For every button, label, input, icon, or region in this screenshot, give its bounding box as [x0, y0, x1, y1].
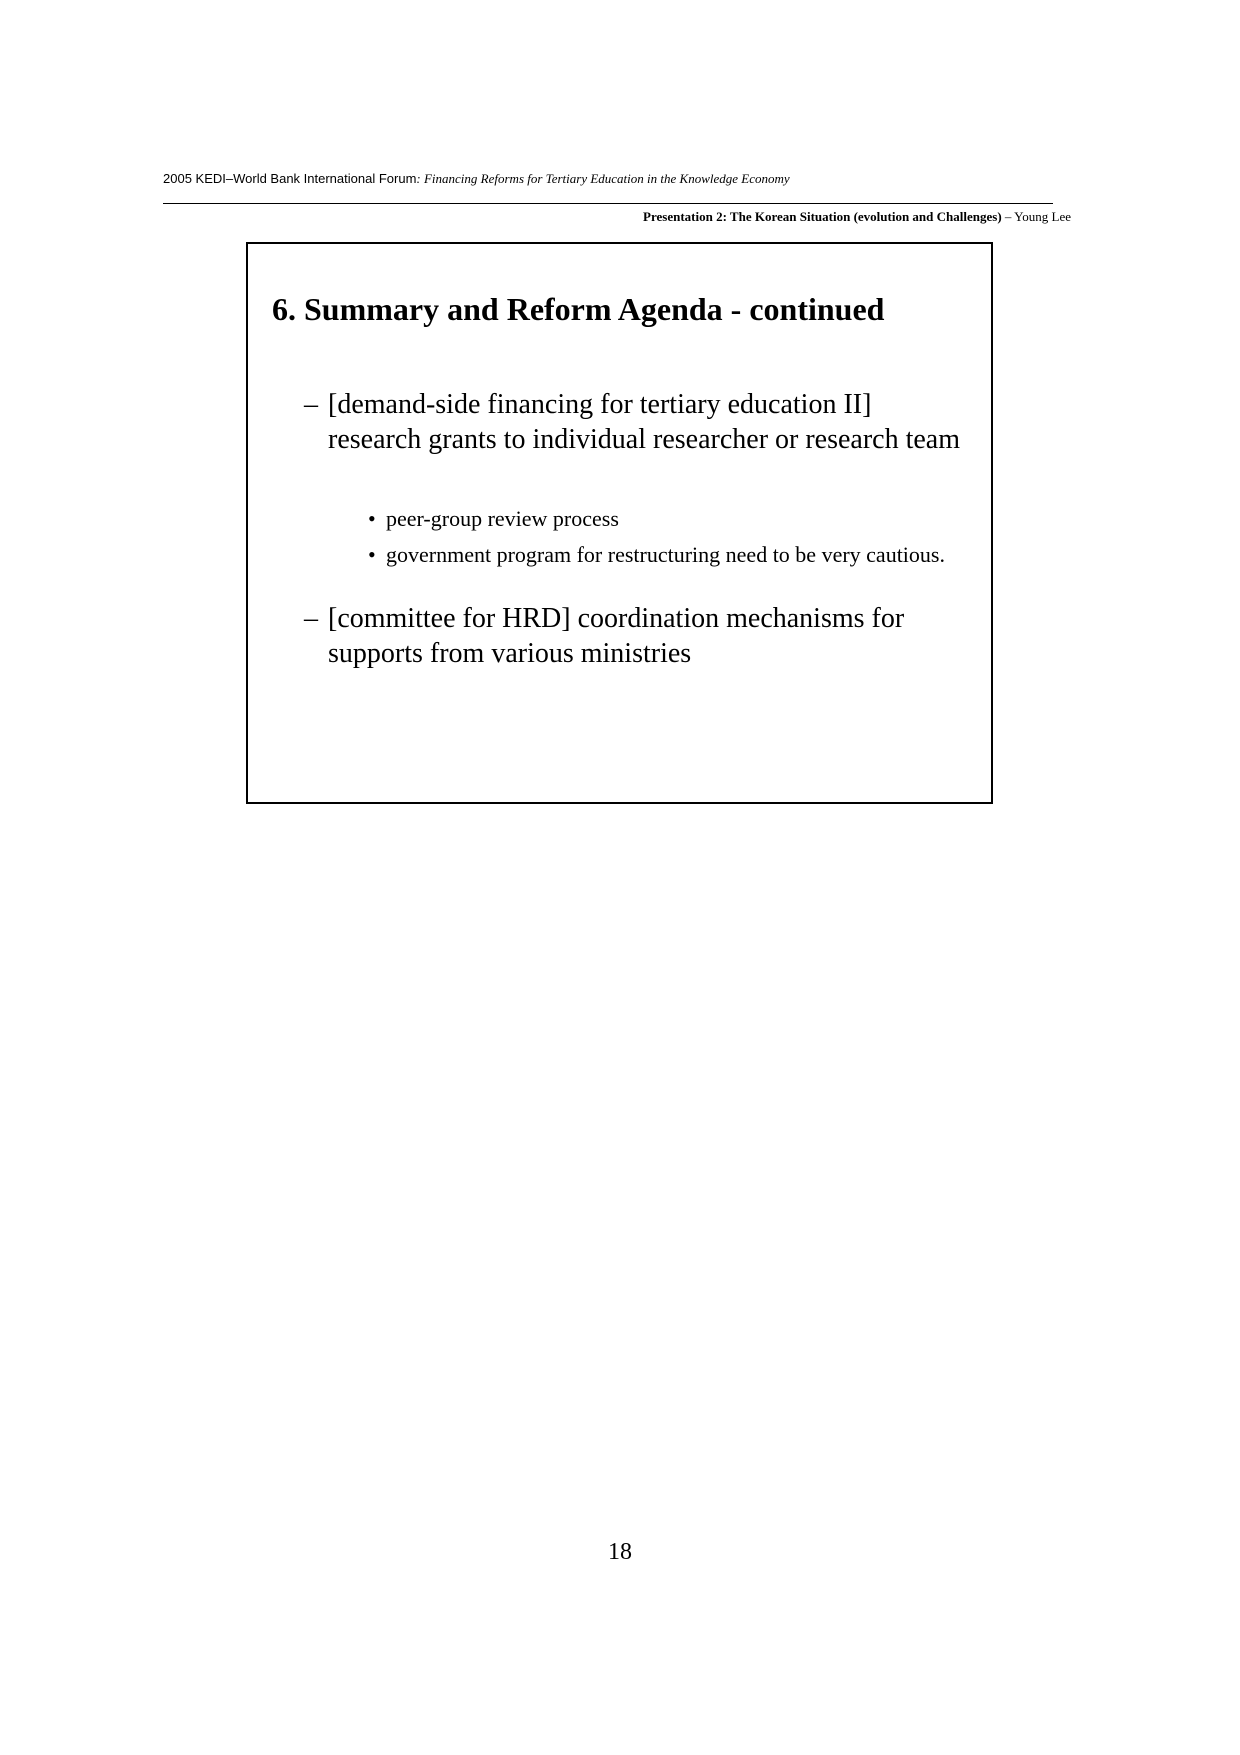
running-header: [163, 171, 1063, 187]
dash-marker: –: [304, 389, 318, 420]
list-item-text: [committee for HRD] coordination mechanisms for supports from various ministries: [328, 603, 905, 669]
slide-frame: [246, 242, 993, 804]
page-number: 18: [608, 1539, 632, 1565]
slide-title: 6. Summary and Reform Agenda - continued: [272, 291, 885, 327]
dash-marker: –: [304, 603, 318, 634]
sub-list-item-text: peer-group review process: [386, 506, 619, 531]
presentation-header: [643, 209, 1071, 225]
list-item-text: [demand-side financing for tertiary education II] research grants to individual researcher or research team: [328, 389, 961, 455]
sub-list-item: [368, 540, 946, 570]
presentation-author: – Young Lee: [1001, 209, 1071, 224]
presentation-title: Presentation 2: The Korean Situation (evolution and Challenges): [643, 209, 1002, 224]
sub-list-item: [368, 504, 946, 534]
list-item: [304, 601, 968, 671]
forum-name: 2005 KEDI–World Bank International Forum: [163, 171, 417, 186]
list-item: [304, 387, 968, 457]
bullet-marker: •: [368, 506, 376, 531]
bullet-marker: •: [368, 542, 376, 567]
header-divider: [163, 203, 1053, 204]
sub-list-item-text: government program for restructuring need to be very cautious.: [386, 542, 945, 567]
forum-subtitle: : Financing Reforms for Tertiary Education in the Knowledge Economy: [416, 171, 790, 186]
